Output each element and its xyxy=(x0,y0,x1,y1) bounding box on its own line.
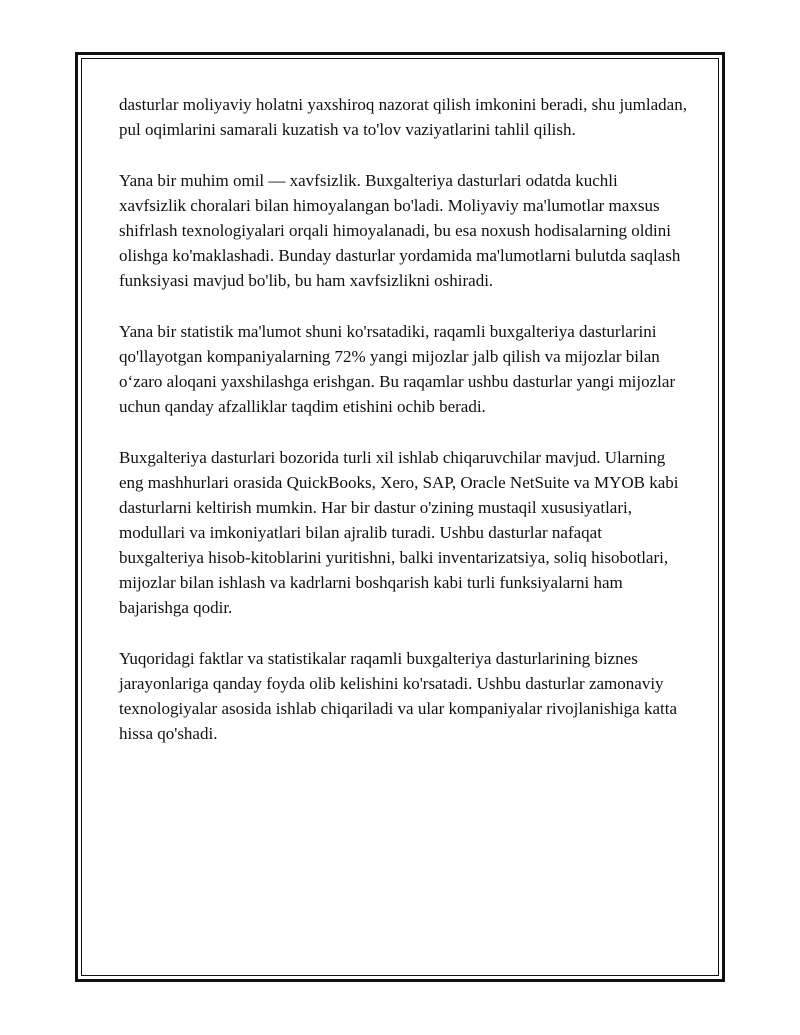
paragraph: dasturlar moliyaviy holatni yaxshiroq nazorat qilish imkonini beradi, shu jumladan, pul oqimlarini samarali kuzatish va to'lov vaziyatlarini tahlil qilish. xyxy=(119,95,687,139)
paragraph: Buxgalteriya dasturlari bozorida turli xil ishlab chiqaruvchilar mavjud. Ularning eng mashhurlari orasida QuickBooks, Xero, SAP, Oracle NetSuite va MYOB kabi dasturlarni keltirish mumkin. Har bir dastur o'zining mustaqil xususiyatlari, modullari va imkoniyatlari bilan ajralib turadi. Ushbu dasturlar nafaqat buxgalteriya hisob-kitoblarini yuritishni, balki inventarizatsiya, soliq hisobotlari, mijozlar bilan ishlash va kadrlarni boshqarish kabi turli funksiyalarni ham bajarishga qodir. xyxy=(119,448,679,617)
paragraph: Yana bir muhim omil — xavfsizlik. Buxgalteriya dasturlari odatda kuchli xavfsizlik choralari bilan himoyalangan bo'ladi. Moliyaviy ma'lumotlar maxsus shifrlash texnologiyalari orqali himoyalanadi, bu esa noxush hodisalarning oldini olishga ko'maklashadi. Bunday dasturlar yordamida ma'lumotlarni bulutda saqlash funksiyasi mavjud bo'lib, bu ham xavfsizlikni oshiradi. xyxy=(119,171,681,290)
document-body xyxy=(119,92,689,772)
paragraph: Yana bir statistik ma'lumot shuni ko'rsatadiki, raqamli buxgalteriya dasturlarini qo'llayotgan kompaniyalarning 72% yangi mijozlar jalb qilish va mijozlar bilan o‘zaro aloqani yaxshilashga erishgan. Bu raqamlar ushbu dasturlar yangi mijozlar uchun qanday afzalliklar taqdim etishini ochib beradi. xyxy=(119,322,676,416)
paragraph: Yuqoridagi faktlar va statistikalar raqamli buxgalteriya dasturlarining biznes jarayonlariga qanday foyda olib kelishini ko'rsatadi. Ushbu dasturlar zamonaviy texnologiyalar asosida ishlab chiqariladi va ular kompaniyalar rivojlanishiga katta hissa qo'shadi. xyxy=(119,649,677,743)
